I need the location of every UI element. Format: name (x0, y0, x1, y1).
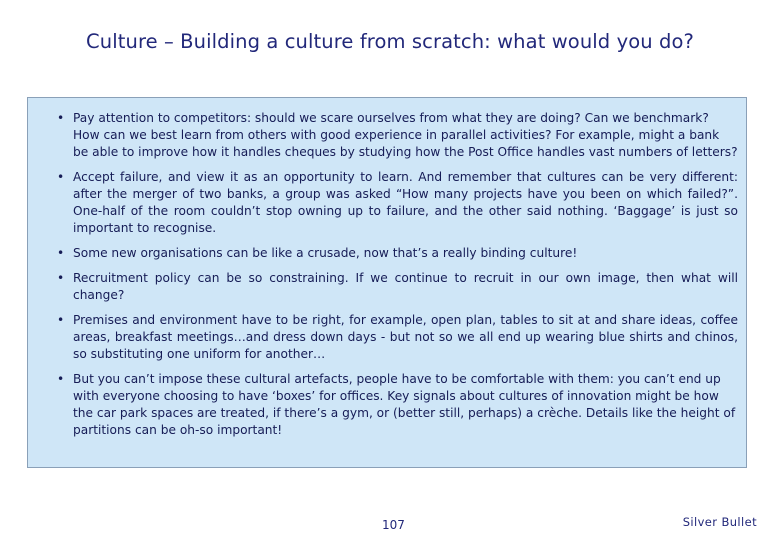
bullet-dot: • (57, 372, 65, 386)
page-number: 107 (382, 518, 405, 532)
bullet-text: Accept failure, and view it as an opportunity to learn. And remember that cultures can be very different: after the merger of two banks, a group was asked “How many projects have you been on which failed?”. One-half of the room couldn’t stop owning up to failure, and the other said nothing. ‘Baggage’ is just so important to recognise. (73, 170, 738, 235)
bullet-dot: • (57, 246, 65, 260)
bullet-text: Premises and environment have to be right, for example, open plan, tables to sit at and share ideas, coffee areas, breakfast meetings…and dress down days - but not so we all end up wearing blue shirts and chinos, so substituting one uniform for another… (73, 313, 738, 361)
bullet-item-premises (42, 312, 738, 363)
bullet-text: Pay attention to competitors: should we scare ourselves from what they are doing? Can we benchmark? How can we best learn from others with good experience in parallel activities? For example, might a bank be able to improve how it handles cheques by studying how the Post Office handles vast numbers of letters? (73, 111, 738, 159)
bullet-dot: • (57, 313, 65, 327)
bullet-dot: • (57, 170, 65, 184)
bullet-item-competitors (42, 110, 738, 161)
bullet-item-failure (42, 169, 738, 237)
bullet-item-recruitment (42, 270, 738, 304)
bullet-item-artefacts (42, 371, 738, 439)
bullet-list (42, 110, 738, 439)
bullet-text: But you can’t impose these cultural artefacts, people have to be comfortable with them: you can’t end up with everyone choosing to have ‘boxes’ for offices. Key signals about cultures of innovation might be how the car park spaces are treated, if there’s a gym, or (better still, perhaps) a crèche. Details like the height of partitions can be oh-so important! (73, 372, 736, 437)
bullet-dot: • (57, 271, 65, 285)
content-box (27, 97, 747, 468)
slide-title: Culture – Building a culture from scratch: what would you do? (86, 30, 694, 53)
footer-brand: Silver Bullet (682, 515, 757, 529)
bullet-text: Recruitment policy can be so constraining. If we continue to recruit in our own image, then what will change? (73, 271, 738, 302)
bullet-item-crusade (42, 245, 738, 262)
bullet-text: Some new organisations can be like a crusade, now that’s a really binding culture! (73, 246, 578, 260)
bullet-dot: • (57, 111, 65, 125)
